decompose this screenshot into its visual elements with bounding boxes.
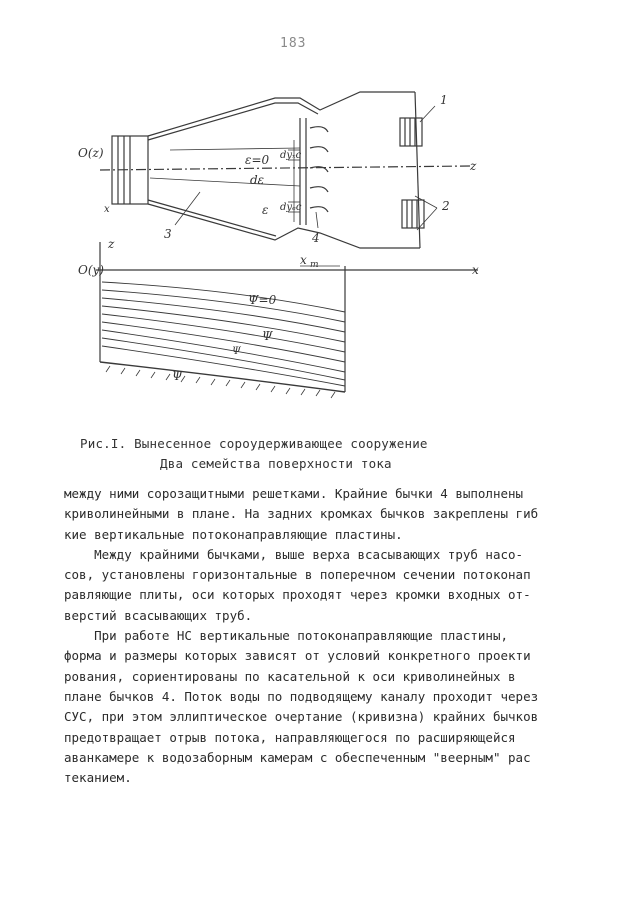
- suction-block-bottom: [402, 200, 424, 228]
- label-dy-top: dyₓc: [280, 150, 302, 161]
- body-line: СУС, при этом эллиптическое очертание (кривизна) крайних бычков: [64, 709, 539, 725]
- body-line: Между крайними бычками, выше верха всасывающих труб насо-: [64, 546, 524, 562]
- bottom-boundary: [100, 362, 345, 392]
- structure-diagram: [0, 0, 631, 420]
- body-text: [64, 484, 584, 788]
- page-number: 183: [280, 36, 307, 51]
- body-line: форма и размеры которых зависят от условий конкретного проекти: [64, 648, 531, 664]
- callout-2: 2: [442, 199, 450, 213]
- label-x-m: x: [300, 253, 307, 267]
- body-line: верстий всасывающих труб.: [64, 607, 253, 623]
- body-line: равляющие плиты, оси которых проходят через кромки входных от-: [64, 587, 531, 603]
- callout-4: 4: [312, 231, 320, 245]
- body-line: криволинейными в плане. На задних кромках бычков закреплены гиб: [64, 506, 539, 522]
- label-dy-bottom: dyₑc: [280, 202, 302, 213]
- body-line: сов, установлены горизонтальные в поперечном сечении потоконап: [64, 567, 531, 583]
- body-line: При работе НС вертикальные потоконаправляющие пластины,: [64, 628, 509, 644]
- pier: [310, 127, 328, 132]
- figure-caption-subtitle: Два семейства поверхности тока: [160, 456, 392, 471]
- figure-caption-title: Рис.I. Вынесенное сороудерживающее сооружение: [80, 436, 428, 451]
- body-line: кие вертикальные потоконаправляющие пластины.: [64, 526, 403, 542]
- label-axis-z: z: [470, 159, 477, 173]
- pier: [310, 147, 328, 152]
- callout-3: 3: [164, 227, 172, 241]
- label-origin-top: O(z): [78, 146, 104, 160]
- body-line: между ними сорозащитными решетками. Крайние бычки 4 выполнены: [64, 486, 524, 501]
- body-line: плане бычков 4. Поток воды по подводящему каналу проходит через: [64, 688, 539, 704]
- suction-block-top: [400, 118, 422, 146]
- diffuser-top-wall: [148, 92, 415, 136]
- label-psi-mid: Ψ: [232, 346, 241, 357]
- body-line: рования, сориентированы по касательной к оси криволинейных в: [64, 668, 516, 684]
- centre-axis: [100, 166, 470, 170]
- body-line: аванкамере к водозаборным камерам с обеспеченным "веерным" рас: [64, 749, 531, 765]
- pier: [310, 187, 328, 192]
- label-d-epsilon: dε: [250, 173, 265, 187]
- label-axis-x: x: [472, 263, 479, 277]
- callout-1: 1: [440, 93, 448, 107]
- label-epsilon-zero: ε=0: [245, 153, 270, 167]
- pier: [310, 207, 328, 212]
- label-axis-right: x: [104, 204, 110, 215]
- body-line: предотвращает отрыв потока, направляющегося по расширяющейся: [64, 729, 516, 745]
- label-origin-bottom: O(y): [78, 263, 104, 277]
- label-psi: Ψ: [262, 329, 273, 343]
- label-sub-m: m: [310, 260, 319, 270]
- label-epsilon: ε: [262, 203, 269, 217]
- label-psi-zero: Ψ=0: [248, 293, 277, 307]
- label-axis-y-tick: z: [108, 237, 115, 251]
- label-psi-bottom: Ψ: [172, 369, 183, 383]
- body-line: теканием.: [64, 770, 132, 786]
